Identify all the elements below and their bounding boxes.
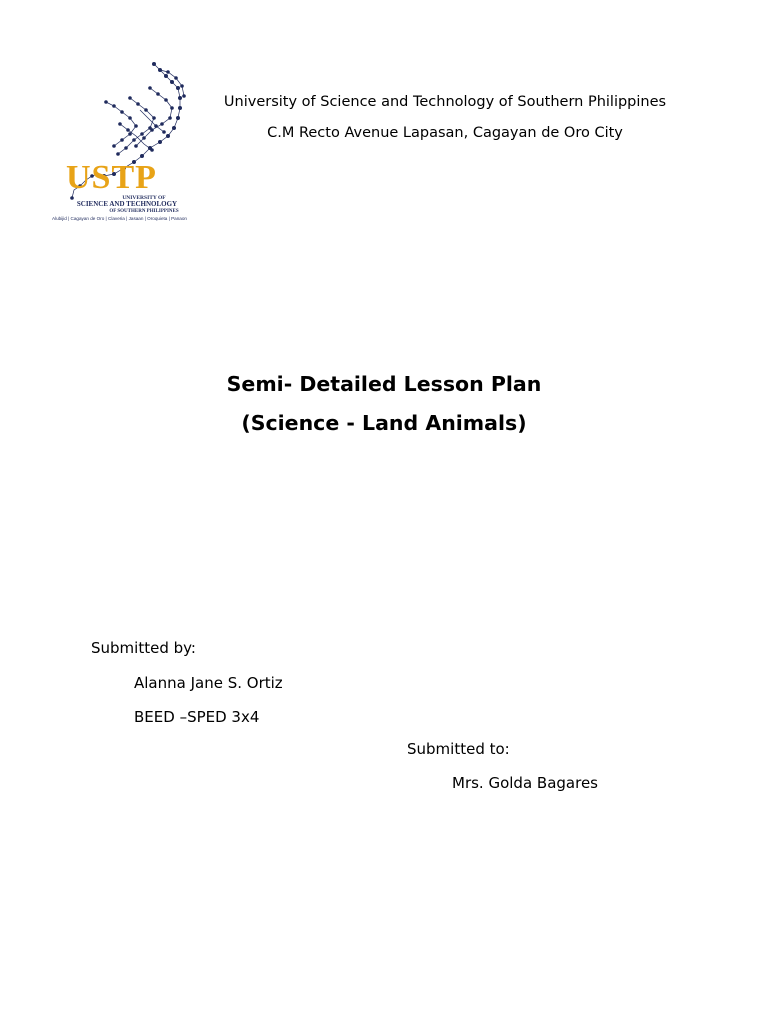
submitter-name: Alanna Jane S. Ortiz [134,674,283,692]
logo-subtitle-3: OF SOUTHERN PHILIPPINES [109,209,179,214]
logo-subtitle-1: UNIVERSITY OF [122,195,166,201]
logo-wordmark: USTP [66,159,157,196]
submitted-by-label: Submitted by: [91,639,196,657]
document-subtitle: (Science - Land Animals) [241,411,527,435]
submitter-course: BEED –SPED 3x4 [134,708,260,726]
document-title: Semi- Detailed Lesson Plan [226,372,542,396]
university-address: C.M Recto Avenue Lapasan, Cagayan de Oro City [267,125,623,141]
recipient-name: Mrs. Golda Bagares [452,774,598,792]
university-name: University of Science and Technology of Southern Philippines [223,94,667,110]
logo-campuses: Alubijid | Cagayan de Oro | Claveria | Jasaan | Oroquieta | Panaon [52,216,187,221]
logo-subtitle-2: SCIENCE AND TECHNOLOGY [76,200,178,208]
submitted-to-label: Submitted to: [407,740,510,758]
